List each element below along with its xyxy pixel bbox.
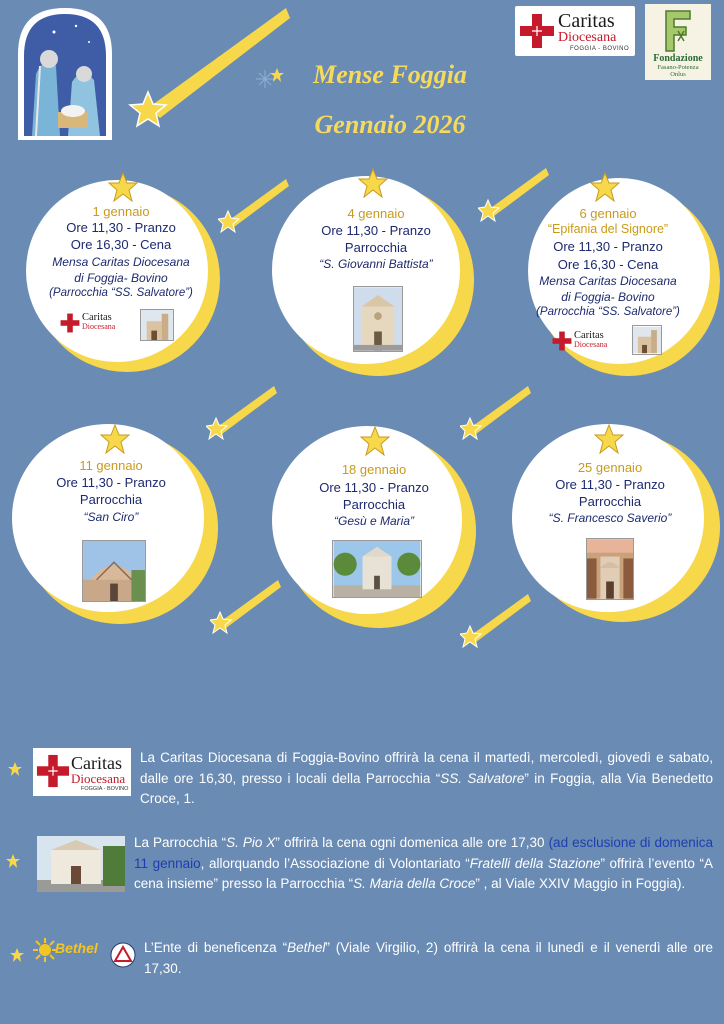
- event-line: Parrocchia: [578, 494, 642, 509]
- caritas-logo-icon: [552, 330, 612, 352]
- emblem-icon: [110, 942, 136, 968]
- info-italic: SS. Salvatore: [440, 770, 525, 786]
- info-text: L’Ente di beneficenza “: [144, 940, 288, 955]
- event-italic: “Gesù e Maria”: [333, 514, 415, 528]
- fondazione-sub: [645, 64, 711, 78]
- event-italic: di Foggia- Bovino: [74, 271, 168, 285]
- shooting-star-icon: [460, 590, 532, 648]
- info-highlight: (ad esclusione di domenica 11 gennaio: [134, 835, 713, 871]
- church-pio-x-icon: [37, 836, 125, 892]
- event-line: Ore 11,30 - Pranzo: [319, 480, 429, 495]
- page-title-line1: Mense Foggia: [313, 60, 467, 89]
- church-salvatore-icon: [140, 309, 174, 341]
- event-date: 18 gennaio: [341, 462, 407, 477]
- church-san-ciro-icon: [82, 540, 146, 602]
- event-date: 11 gennaio: [79, 458, 143, 473]
- shooting-star-icon: [478, 164, 550, 222]
- caritas-logo: [515, 6, 635, 56]
- star-icon: [594, 424, 624, 454]
- fondazione-sub-line2: Onlus: [670, 71, 686, 78]
- bethel-logo-icon: [33, 938, 105, 970]
- mini-logo-name: Caritas: [574, 330, 604, 341]
- caritas-logo-name: Caritas: [71, 753, 122, 773]
- star-icon: [358, 168, 388, 198]
- caritas-logo-icon: [60, 312, 120, 334]
- event-subtitle: “Epifania del Signore”: [547, 222, 669, 236]
- event-line: Parrocchia: [344, 240, 408, 255]
- fondazione-mark-icon: [658, 7, 698, 53]
- bullet-star-icon: [8, 762, 22, 776]
- church-salvatore-icon: [632, 325, 662, 355]
- info-text: ” , al Viale XXIV Maggio in Foggia).: [475, 876, 686, 891]
- shooting-star-icon: [460, 382, 532, 440]
- caritas-logo-place: FOGGIA - BOVINO: [81, 786, 129, 792]
- caritas-cross-icon: [552, 331, 572, 351]
- event-line: Ore 11,30 - Pranzo: [56, 475, 166, 490]
- star-icon: [108, 172, 138, 202]
- bullet-star-icon: [10, 948, 24, 962]
- mini-logo-sub: Diocesana: [574, 340, 608, 349]
- mini-logo-sub: Diocesana: [82, 322, 116, 331]
- event-italic: “S. Giovanni Battista”: [319, 257, 433, 271]
- page-title-line2: Gennaio 2026: [314, 110, 466, 139]
- info-italic: S. Maria della Croce: [353, 876, 476, 891]
- event-line: Ore 11,30 - Pranzo: [553, 239, 663, 254]
- event-line: Ore 16,30 - Cena: [557, 257, 659, 272]
- event-small: (Parrocchia “SS. Salvatore”): [49, 287, 193, 299]
- info-paragraph-pio-x: [134, 833, 713, 895]
- event-line: Ore 16,30 - Cena: [70, 237, 172, 252]
- info-text: ” offrirà la cena ogni domenica alle ore 17,30: [275, 835, 549, 850]
- info-italic: S. Pio X: [226, 835, 276, 850]
- info-text: ” (Viale Virgilio, 2) offrirà la cena il lunedì e il venerdì alle ore 17,30.: [144, 940, 713, 976]
- info-paragraph-caritas: [140, 748, 713, 810]
- event-italic: Mensa Caritas Diocesana: [52, 255, 190, 269]
- info-text: ” offrirà l’evento “A cena insieme” presso la Parrocchia “: [134, 855, 714, 891]
- caritas-logo-name: Caritas: [558, 10, 615, 32]
- info-text: La Parrocchia “: [134, 835, 227, 850]
- sun-icon: [33, 938, 57, 962]
- mini-logo-name: Caritas: [82, 312, 112, 323]
- church-francesco-saverio-icon: [586, 538, 634, 600]
- caritas-logo-icon: [33, 748, 131, 796]
- caritas-logo-place: FOGGIA - BOVINO: [570, 46, 630, 52]
- fondazione-sub-line1: Fasano-Potenza: [657, 64, 699, 71]
- bethel-name: Bethel: [55, 940, 98, 956]
- event-italic: di Foggia- Bovino: [561, 290, 655, 304]
- event-date: 25 gennaio: [577, 460, 643, 475]
- info-italic: Fratelli della Stazione: [469, 855, 601, 871]
- fondazione-name: Fondazione: [653, 53, 703, 64]
- info-text: , allorquando l’Associazione di Volontariato “: [200, 855, 470, 871]
- event-italic: Mensa Caritas Diocesana: [539, 274, 677, 288]
- caritas-cross-icon: [519, 13, 555, 49]
- caritas-logo-sub: Diocesana: [71, 771, 126, 786]
- event-line: Parrocchia: [79, 492, 143, 507]
- event-line: Parrocchia: [342, 497, 406, 512]
- info-text: La Caritas Diocesana di Foggia-Bovino offrirà la cena il martedì, mercoledì, giovedì e sabato, dalle ore 16,30, presso i locali della Parrocchia “: [140, 750, 713, 786]
- bullet-star-icon: [6, 854, 20, 868]
- star-icon: [590, 172, 620, 202]
- info-text: ” in Foggia, alla Via Benedetto Croce, 1.: [140, 770, 714, 806]
- event-italic: “San Ciro”: [83, 510, 139, 524]
- caritas-cross-icon: [60, 313, 80, 333]
- info-paragraph-bethel: [144, 938, 713, 979]
- event-line: Ore 11,30 - Pranzo: [66, 220, 176, 235]
- event-date: 6 gennaio: [579, 206, 637, 221]
- event-date: 4 gennaio: [347, 206, 405, 221]
- caritas-logo-sub: Diocesana: [558, 30, 617, 45]
- event-line: Ore 11,30 - Pranzo: [555, 477, 665, 492]
- info-italic: Bethel: [287, 940, 326, 955]
- shooting-star-icon: [210, 576, 282, 634]
- event-small: (Parrocchia “SS. Salvatore”): [536, 306, 680, 318]
- fondazione-logo: [645, 4, 711, 80]
- star-icon: [360, 426, 390, 456]
- nativity-icon: [14, 4, 116, 140]
- star-icon: [100, 424, 130, 454]
- event-date: 1 gennaio: [92, 204, 150, 219]
- caritas-cross-icon: [36, 754, 70, 788]
- event-line: Ore 11,30 - Pranzo: [321, 223, 431, 238]
- church-gesu-maria-icon: [332, 540, 422, 598]
- event-italic: “S. Francesco Saverio”: [548, 511, 672, 525]
- church-giovanni-battista-icon: [353, 286, 403, 352]
- shooting-star-icon: [206, 382, 278, 440]
